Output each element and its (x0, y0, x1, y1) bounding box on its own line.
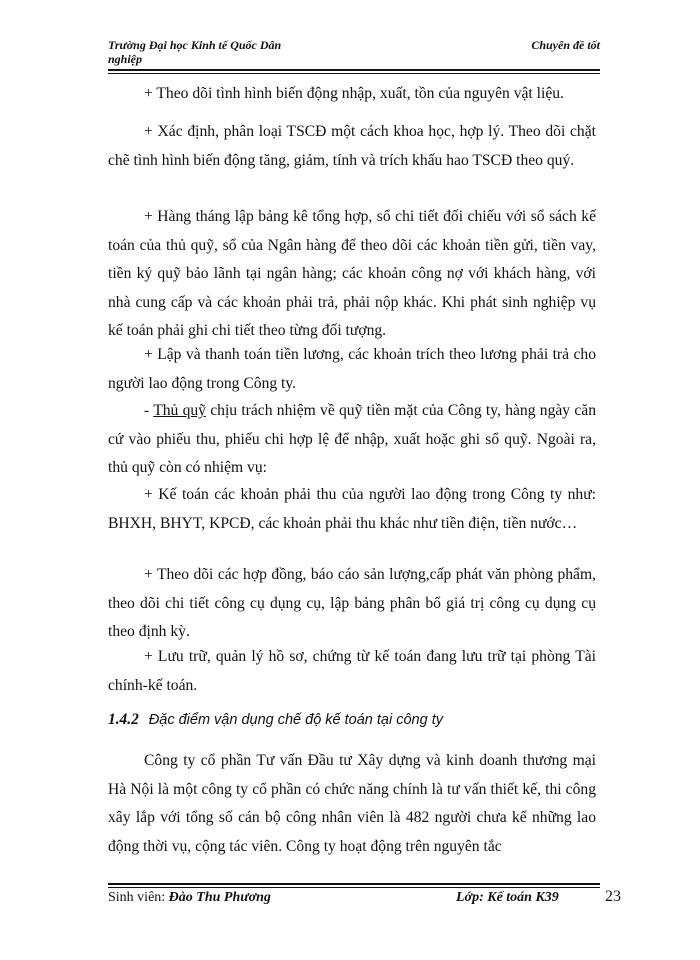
footer-class: Lớp: Kế toán K39 (456, 890, 559, 905)
paragraph: + Lập và thanh toán tiền lương, các khoản trích theo lương phải trả cho người lao động trong Công ty. (108, 346, 596, 392)
header-university-line1: Trường Đại học Kinh tế Quốc Dân (108, 38, 282, 52)
footer-student (108, 890, 271, 906)
page-header (108, 38, 600, 72)
thu-quy-prefix: - (144, 402, 154, 419)
paragraph: + Kế toán các khoản phải thu của người lao động trong Công ty như: BHXH, BHYT, KPCĐ, các khoản phải thu khác như tiền điện, tiền nước… (108, 486, 596, 532)
paragraph: + Theo dõi các hợp đồng, báo cáo sản lượng,cấp phát văn phòng phẩm, theo dõi chi tiết công cụ dụng cụ, lập bảng phân bổ giá trị công cụ dụng cụ theo định kỳ. (108, 566, 596, 640)
footer-rule-thin (108, 887, 600, 888)
footer-student-name: Đào Thu Phương (168, 890, 271, 905)
thu-quy-rest: chịu trách nhiệm về quỹ tiền mặt của Công ty, hàng ngày căn cứ vào phiếu thu, phiếu chi hợp lệ để nhập, xuất hoặc ghi sổ quỹ. Ngoài ra, thủ quỹ còn có nhiệm vụ: (108, 402, 596, 476)
footer-student-label: Sinh viên: (108, 890, 169, 905)
paragraph: + Theo dõi tình hình biến động nhập, xuất, tồn của nguyên vật liệu. (144, 85, 564, 102)
header-rule-thick (108, 69, 600, 71)
header-university (108, 38, 281, 66)
section-title: Đặc điểm vận dụng chế độ kế toán tại công ty (148, 712, 443, 728)
header-rule-thin (108, 73, 600, 74)
paragraph: Công ty cổ phần Tư vấn Đầu tư Xây dựng và kinh doanh thương mại Hà Nội là một công ty cổ phần có chức năng chính là tư vấn thiết kế, thi công xây lắp với tổng số cán bộ công nhân viên là 482 người chưa kể những lao động thời vụ, cộng tác viên. Công ty hoạt động trên nguyên tắc (108, 752, 596, 855)
paragraph: + Lưu trữ, quản lý hồ sơ, chứng từ kế toán đang lưu trữ tại phòng Tài chính-kế toán. (108, 648, 596, 694)
header-university-line2: nghiệp (108, 52, 143, 66)
page-number: 23 (605, 888, 621, 905)
header-doc-type: Chuyên đề tốt (531, 38, 600, 52)
section-number: 1.4.2 (108, 711, 139, 728)
thu-quy-term: Thủ quỹ (153, 402, 206, 419)
section-heading (108, 711, 443, 729)
footer-rule-thick (108, 883, 600, 885)
paragraph-thu-quy (108, 397, 596, 483)
paragraph: + Hàng tháng lập bảng kê tổng hợp, sổ chi tiết đối chiếu với sổ sách kế toán của thủ quỹ, sổ của Ngân hàng để theo dõi các khoản tiền gửi, tiền vay, tiền ký quỹ bảo lãnh tại ngân hàng; các khoản công nợ với khách hàng, với nhà cung cấp và các khoản phải trả, phải nộp khác. Khi phát sinh nghiệp vụ kế toán phải ghi chi tiết theo từng đối tượng. (108, 208, 596, 339)
paragraph: + Xác định, phân loại TSCĐ một cách khoa học, hợp lý. Theo dõi chặt chẽ tình hình biến động tăng, giảm, tính và trích khấu hao TSCĐ theo quý. (108, 123, 596, 169)
